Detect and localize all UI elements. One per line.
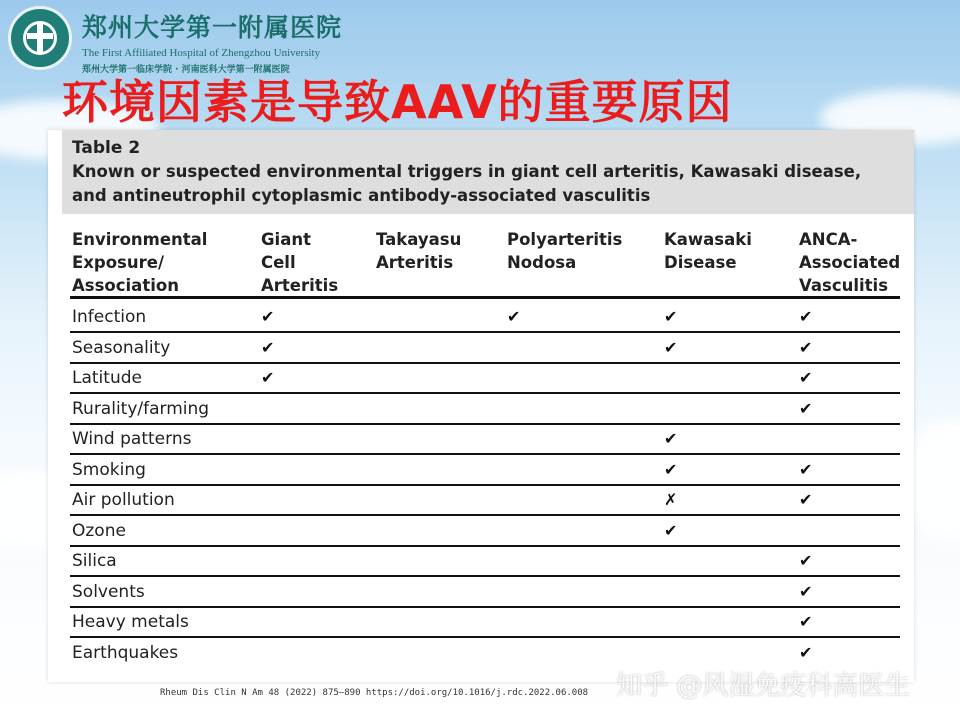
table-label: Table 2	[72, 138, 141, 158]
check-mark: ✔	[799, 368, 813, 387]
table-row	[70, 302, 900, 333]
table-row	[70, 363, 900, 394]
check-mark: ✔	[261, 337, 275, 357]
table-row	[70, 607, 900, 638]
column-header: Giant Cell Arteritis	[261, 230, 339, 295]
hospital-subtitle: 郑州大学第一临床学院 · 河南医科大学第一附属医院	[82, 65, 290, 75]
hospital-name-en: The First Affiliated Hospital of Zhengzhou University	[82, 47, 321, 59]
table-row	[70, 394, 900, 425]
check-mark: ✔	[799, 459, 813, 479]
hospital-name-cn: 郑州大学第一附属医院	[82, 13, 343, 42]
check-mark: ✔	[664, 520, 678, 540]
table-card	[48, 130, 914, 682]
watermark: 知乎 @风湿免疫科高医生	[616, 671, 911, 701]
row-label: Latitude	[72, 368, 142, 388]
row-label: Rurality/farming	[72, 398, 210, 419]
table-row	[70, 516, 900, 547]
table-row	[70, 333, 900, 364]
column-header: Takayasu Arteritis	[376, 230, 462, 272]
check-mark: ✔	[799, 612, 813, 631]
cross-mark: ✗	[664, 490, 678, 509]
check-mark: ✔	[799, 398, 813, 418]
row-label: Silica	[72, 551, 117, 571]
table-caption: Known or suspected environmental triggers in giant cell arteritis, Kawasaki disease, and antineutrophil cytoplasmic antibody-associated vasculitis	[72, 162, 862, 205]
column-header: Kawasaki Disease	[664, 230, 752, 272]
row-label: Solvents	[72, 581, 145, 602]
table-row	[70, 424, 900, 455]
table-header-band	[62, 130, 914, 214]
logo-bar	[27, 33, 53, 39]
table-row	[70, 638, 900, 669]
row-label: Air pollution	[72, 490, 175, 510]
row-label: Heavy metals	[72, 612, 189, 632]
table-row	[70, 546, 900, 577]
table-row	[70, 485, 900, 516]
row-label: Infection	[72, 307, 147, 327]
row-label: Earthquakes	[72, 642, 179, 663]
check-mark: ✔	[799, 490, 813, 509]
check-mark: ✔	[664, 459, 678, 479]
slide-title: 环境因素是导致AAV的重要原因	[62, 75, 733, 129]
check-mark: ✔	[261, 368, 275, 387]
table-row	[70, 577, 900, 608]
check-mark: ✔	[261, 307, 275, 326]
citation: Rheum Dis Clin N Am 48 (2022) 875–890 https://doi.org/10.1016/j.rdc.2022.06.008	[160, 688, 589, 698]
check-mark: ✔	[664, 337, 678, 357]
header-divider	[70, 296, 900, 299]
check-mark: ✔	[799, 551, 813, 570]
check-mark: ✔	[799, 642, 813, 662]
row-label: Seasonality	[72, 337, 171, 358]
check-mark: ✔	[799, 581, 813, 601]
row-label: Wind patterns	[72, 429, 192, 449]
hospital-logo	[8, 6, 72, 70]
table-row	[70, 455, 900, 486]
check-mark: ✔	[664, 307, 678, 326]
check-mark: ✔	[799, 307, 813, 326]
column-header: Environmental Exposure/ Association	[72, 230, 208, 295]
row-label: Smoking	[72, 459, 146, 480]
check-mark: ✔	[664, 429, 678, 448]
column-header: ANCA-Associated Vasculitis	[799, 230, 901, 295]
check-mark: ✔	[799, 337, 813, 357]
row-label: Ozone	[72, 520, 126, 541]
check-mark: ✔	[507, 307, 521, 326]
column-header: Polyarteritis Nodosa	[507, 230, 623, 272]
